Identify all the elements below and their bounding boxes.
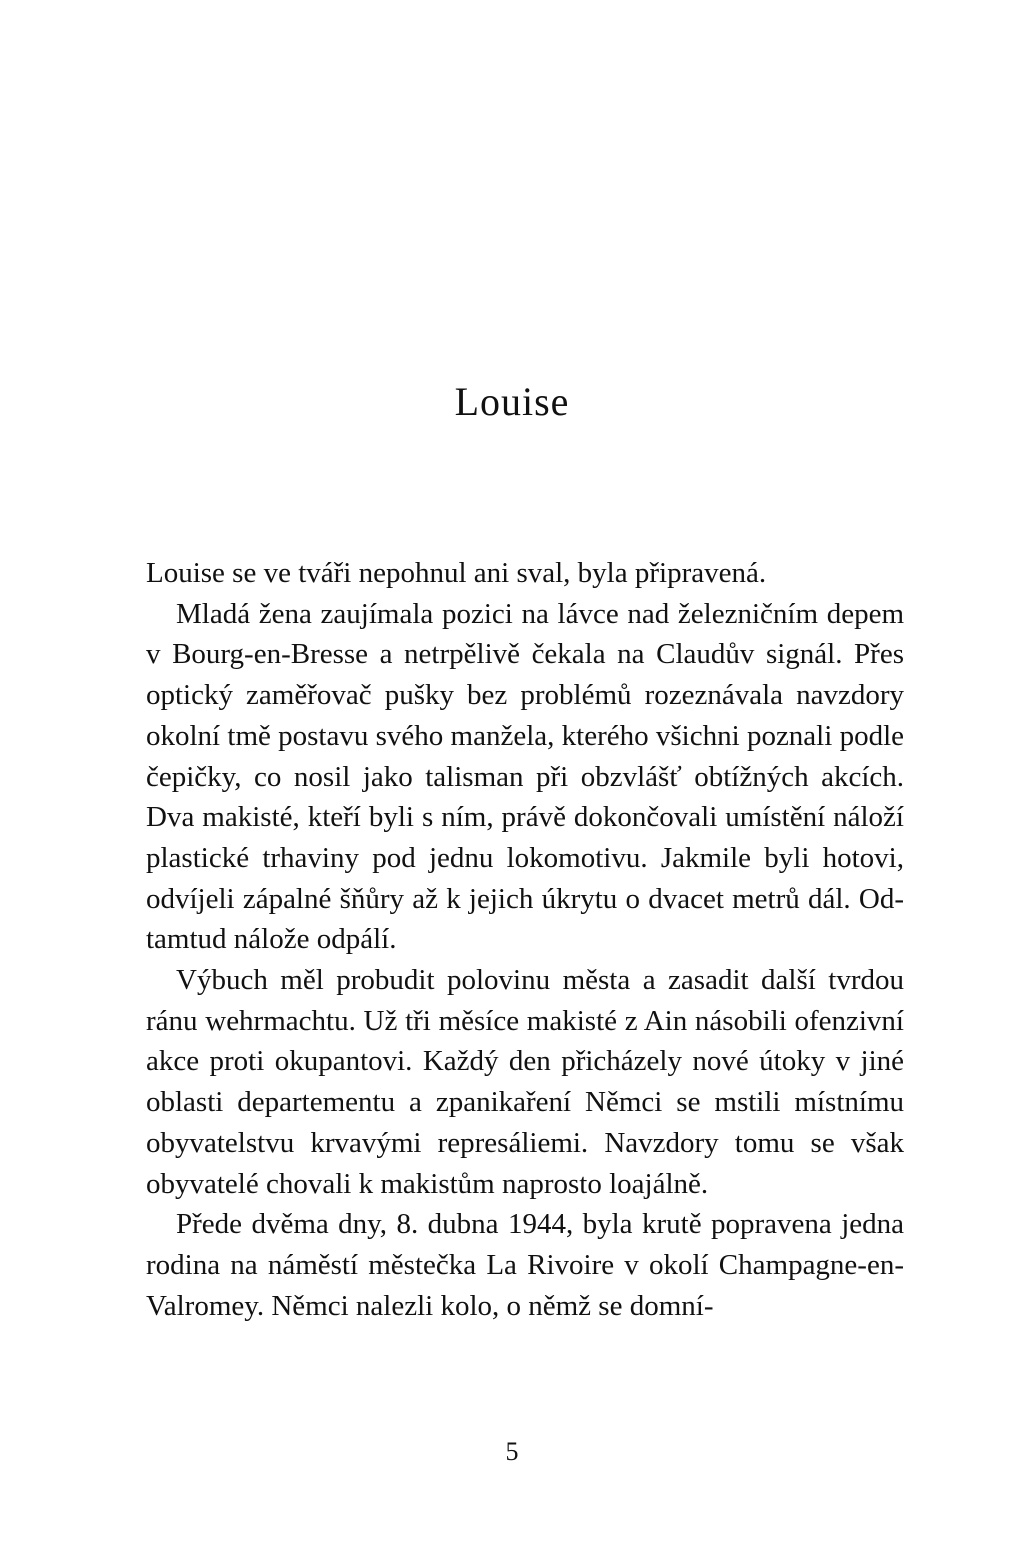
paragraph-3: Výbuch měl probudit polovinu města a zasadit další tvrdou ránu wehrmachtu. Už tři měsíce makisté z Ain násobili ofenzivní akce proti okupantovi. Každý den přicházely nové útoky v jiné oblasti departementu a zpanikaření Němci se mstili místnímu obyvatelstvu krvavými represáliemi. Navzdory tomu se však obyvatelé chovali k makistům naprosto loajálně. [146,964,904,1200]
paragraph-1: Louise se ve tváři nepohnul ani sval, byla připravená. [146,557,767,589]
paragraph-2: Mladá žena zaujímala pozici na lávce nad železničním depem v Bourg-en-Bresse a netrpělivě čekala na Claudův signál. Přes optický zaměřovač pušky bez problémů rozeznávala navzdory okolní tmě postavu svého manžela, kterého všichni poznali podle čepičky, co nosil jako talisman při obzvlášť obtížných akcích. Dva makisté, kteří byli s ním, právě dokončovali umístění náloží plastické trhaviny pod jednu lokomotivu. Jakmile byli hotovi, odvíjeli zápalné šňůry až k jejich úkrytu o dvacet metrů dál. Odtamtud nálože odpálí. [146,597,904,956]
chapter-title: Louise [454,379,570,424]
body-text [146,553,904,1326]
paragraph-4: Přede dvěma dny, 8. dubna 1944, byla krutě popravena jedna rodina na náměstí městečka La Rivoire v okolí Champagne-en-Valromey. Němci nalezli kolo, o němž se domní- [146,1208,904,1322]
page-number: 5 [505,1437,519,1466]
